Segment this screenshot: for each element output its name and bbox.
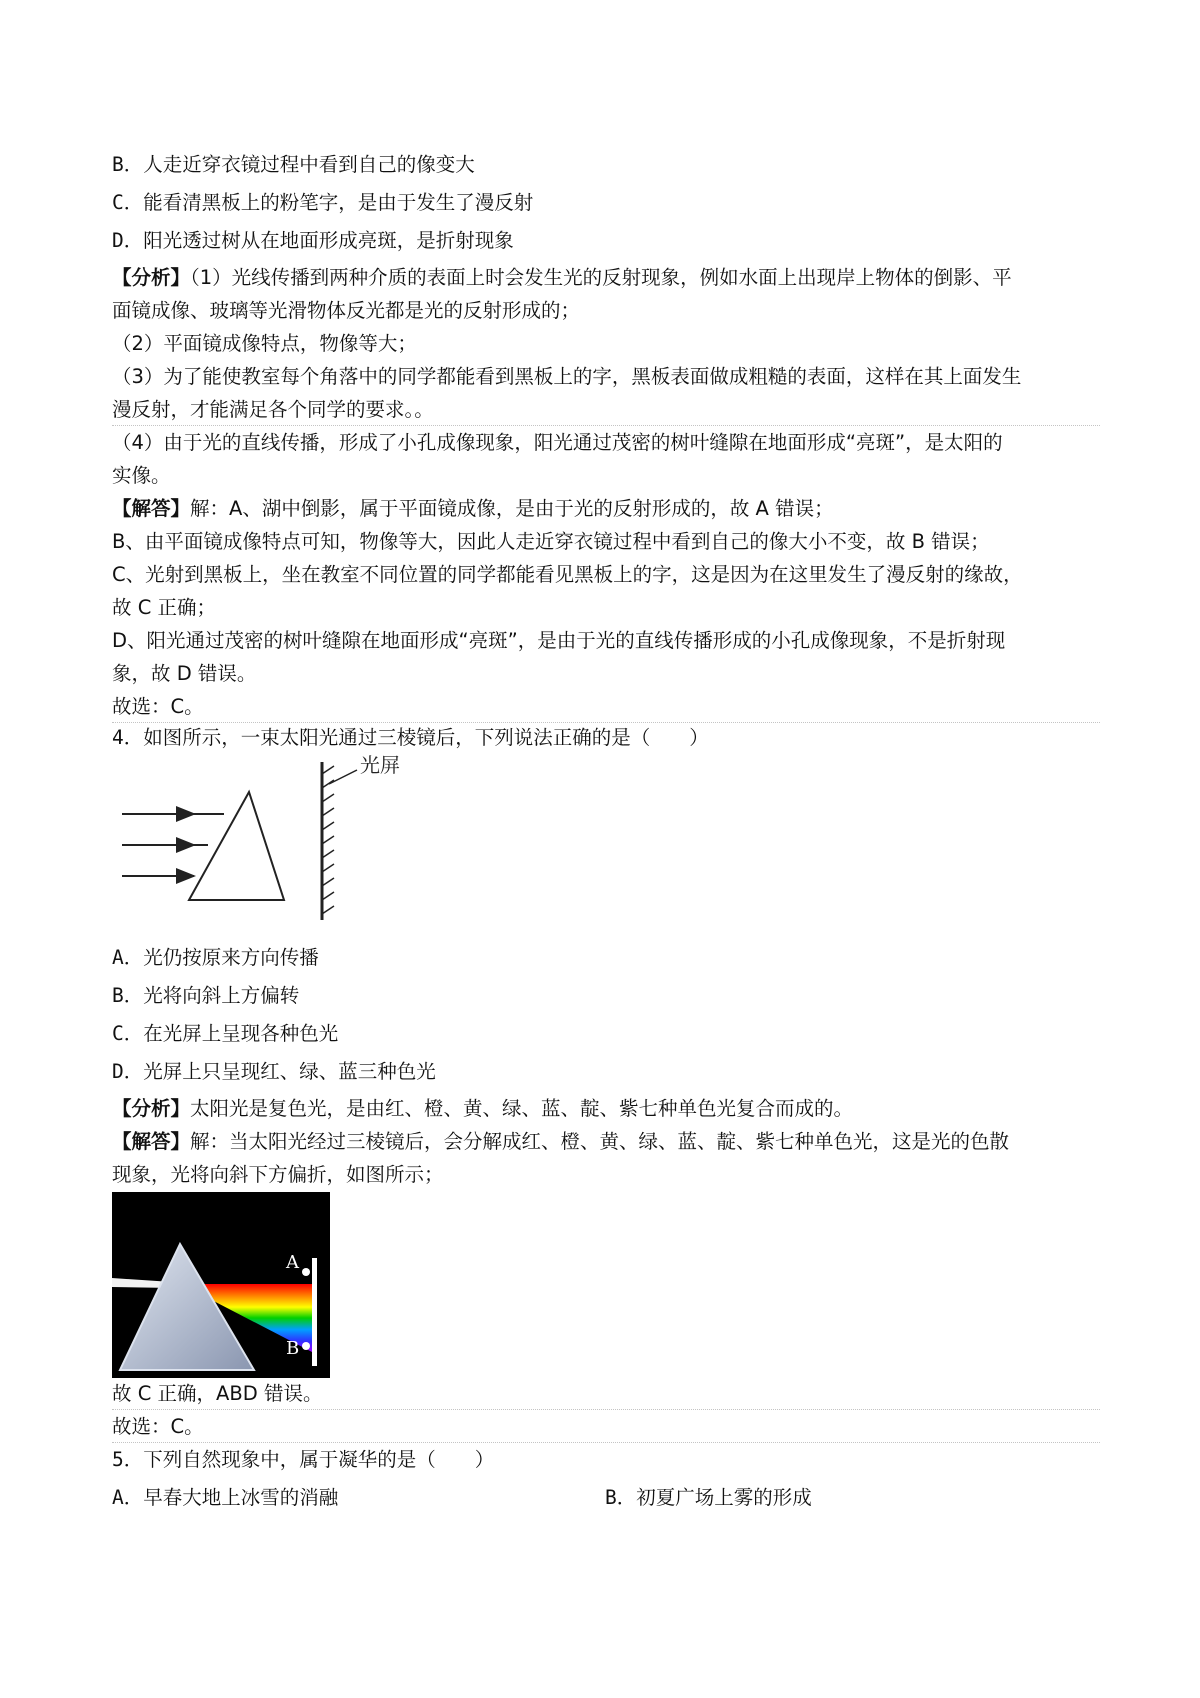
q3-solution-d-line1: D、阳光通过茂密的树叶缝隙在地面形成“亮斑”，是由于光的直线传播形成的小孔成像现象，不是折射现 <box>112 629 1006 652</box>
q4-stem: 4．如图所示，一束太阳光通过三棱镜后，下列说法正确的是（ ） <box>112 726 709 749</box>
q3-analysis-line2: 面镜成像、玻璃等光滑物体反光都是光的反射形成的； <box>112 299 581 322</box>
q3-choice: 故选：C。 <box>112 695 204 718</box>
screen-hatching <box>322 766 334 914</box>
q5-option-a: A．早春大地上冰雪的消融 <box>112 1486 339 1509</box>
white-screen <box>312 1258 317 1366</box>
divider <box>112 425 1100 426</box>
prism-diagram <box>112 752 442 927</box>
q3-solution-d-line2: 象，故 D 错误。 <box>112 662 257 685</box>
analysis-tag: 【分析】 <box>112 1097 191 1120</box>
q3-analysis-p2: （2）平面镜成像特点，物像等大； <box>112 332 417 355</box>
solution-tag: 【解答】 <box>112 497 191 520</box>
solution-tag: 【解答】 <box>112 1130 191 1153</box>
dispersion-figure <box>112 1192 330 1378</box>
q3-analysis-p3-line2: 漫反射，才能满足各个同学的要求。。 <box>112 398 434 421</box>
q3-analysis-p4-line1: （4）由于光的直线传播，形成了小孔成像现象，阳光通过茂密的树叶缝隙在地面形成“亮斑”，是太阳的 <box>112 431 1003 454</box>
q5-stem: 5．下列自然现象中，属于凝华的是（ ） <box>112 1448 495 1471</box>
q3-option-c: C．能看清黑板上的粉笔字，是由于发生了漫反射 <box>112 191 534 214</box>
q4-option-b: B．光将向斜上方偏转 <box>112 984 300 1007</box>
label-a: A <box>286 1252 299 1273</box>
q3-analysis-p3-line1: （3）为了能使教室每个角落中的同学都能看到黑板上的字，黑板表面做成粗糙的表面，这样在其上面发生 <box>112 365 1022 388</box>
q3-option-b: B．人走近穿衣镜过程中看到自己的像变大 <box>112 153 475 176</box>
q5-option-b: B．初夏广场上雾的形成 <box>605 1486 812 1509</box>
q3-option-d: D．阳光透过树从在地面形成亮斑，是折射现象 <box>112 229 514 252</box>
q4-option-d: D．光屏上只呈现红、绿、蓝三种色光 <box>112 1060 436 1083</box>
divider <box>112 722 1100 723</box>
q3-solution-a <box>112 496 834 522</box>
q4-option-c: C．在光屏上呈现各种色光 <box>112 1022 339 1045</box>
q4-solution-line2: 现象，光将向斜下方偏折，如图所示； <box>112 1163 444 1186</box>
point-a <box>302 1268 310 1276</box>
label-leader-line <box>329 770 357 784</box>
screen-label: 光屏 <box>360 753 400 777</box>
divider <box>112 1409 1100 1410</box>
point-b <box>302 1342 310 1350</box>
analysis-text: 太阳光是复色光，是由红、橙、黄、绿、蓝、靛、紫七种单色光复合而成的。 <box>190 1097 854 1120</box>
solution-text: 解：当太阳光经过三棱镜后，会分解成红、橙、黄、绿、蓝、靛、紫七种单色光，这是光的色散 <box>190 1130 1010 1153</box>
q3-analysis-p4-line2: 实像。 <box>112 464 171 487</box>
q4-solution-line1 <box>112 1129 1009 1155</box>
q4-conclusion: 故 C 正确，ABD 错误。 <box>112 1382 323 1405</box>
q4-analysis <box>112 1096 853 1122</box>
q3-analysis-line1 <box>112 265 1012 291</box>
label-b: B <box>286 1338 300 1359</box>
dispersion-diagram <box>112 1192 330 1378</box>
divider <box>112 1442 1100 1443</box>
q3-solution-c-line2: 故 C 正确； <box>112 596 217 619</box>
q4-option-a: A．光仍按原来方向传播 <box>112 946 319 969</box>
q4-choice: 故选：C。 <box>112 1415 204 1438</box>
analysis-tag: 【分析】 <box>112 266 191 289</box>
solution-text: 解：A、湖中倒影，属于平面镜成像，是由于光的反射形成的，故 A 错误； <box>190 497 834 520</box>
analysis-text: （1）光线传播到两种介质的表面上时会发生光的反射现象，例如水面上出现岸上物体的倒影、平 <box>190 266 1012 289</box>
q3-solution-c-line1: C、光射到黑板上，坐在教室不同位置的同学都能看见黑板上的字，这是因为在这里发生了漫反射的缘故， <box>112 563 1023 586</box>
q3-solution-b: B、由平面镜成像特点可知，物像等大，因此人走近穿衣镜过程中看到自己的像大小不变，故 B 错误； <box>112 530 990 553</box>
prism-figure <box>112 752 442 927</box>
